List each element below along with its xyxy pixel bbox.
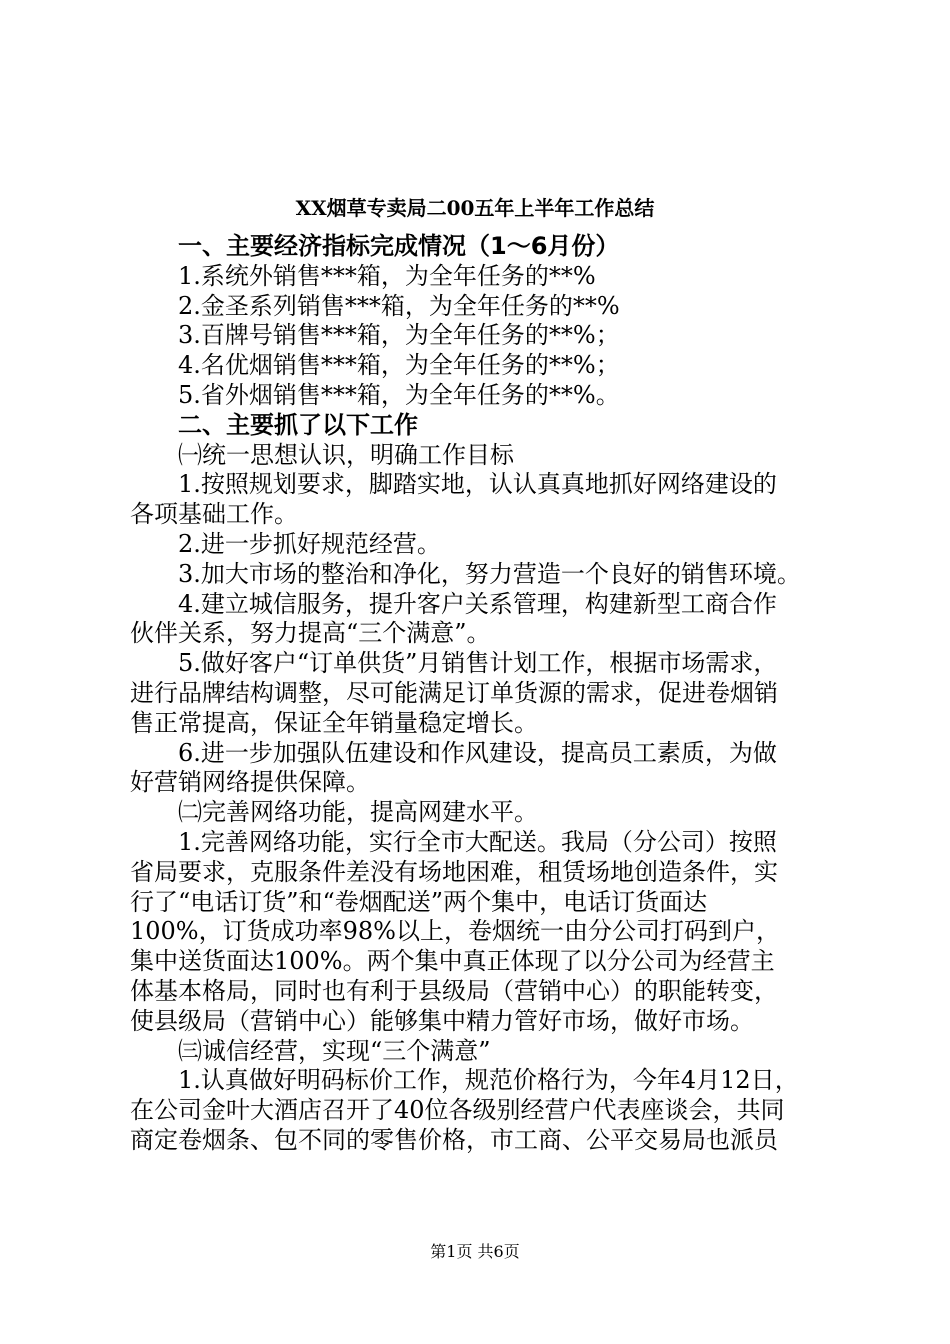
body-line: 1.认真做好明码标价工作，规范价格行为，今年4月12日， <box>178 1066 799 1095</box>
body-line: 5.省外烟销售***箱，为全年任务的**%。 <box>178 380 620 409</box>
page-footer: 第1页 共6页 <box>430 1242 520 1261</box>
body-line: 4.名优烟销售***箱，为全年任务的**%； <box>178 351 620 380</box>
body-line: 3.百牌号销售***箱，为全年任务的**%； <box>178 321 620 350</box>
body-line: 3.加大市场的整治和净化，努力营造一个良好的销售环境。 <box>178 559 801 588</box>
body-line: ㈢诚信经营，实现“三个满意” <box>178 1036 491 1065</box>
body-line: 5.做好客户“订单供货”月销售计划工作，根据市场需求， <box>178 649 778 678</box>
document-body <box>130 232 830 1156</box>
body-line: 在公司金叶大酒店召开了40位各级别经营户代表座谈会，共同 <box>130 1096 785 1125</box>
body-line: 1.系统外销售***箱，为全年任务的**% <box>178 261 596 290</box>
body-line: 使县级局（营销中心）能够集中精力管好市场，做好市场。 <box>130 1006 754 1035</box>
body-line: 4.建立城信服务，提升客户关系管理，构建新型工商合作 <box>178 589 777 618</box>
body-line: 体基本格局，同时也有利于县级局（营销中心）的职能转变， <box>130 976 778 1005</box>
body-line: 100%，订货成功率98%以上，卷烟统一由分公司打码到户， <box>130 917 780 946</box>
body-line: 好营销网络提供保障。 <box>130 768 370 797</box>
body-line: 2.进一步抓好规范经营。 <box>178 529 441 558</box>
body-line: 集中送货面达100%。两个集中真正体现了以分公司为经营主 <box>130 947 775 976</box>
body-line: 省局要求，克服条件差没有场地困难，租赁场地创造条件，实 <box>130 857 778 886</box>
document-title: XX烟草专卖局二00五年上半年工作总结 <box>295 196 655 220</box>
body-line: 1.完善网络功能，实行全市大配送。我局（分公司）按照 <box>178 827 777 856</box>
body-line: 6.进一步加强队伍建设和作风建设，提高员工素质，为做 <box>178 738 777 767</box>
body-line: 商定卷烟条、包不同的零售价格，市工商、公平交易局也派员 <box>130 1125 778 1154</box>
section-heading: 二、主要抓了以下工作 <box>178 410 418 439</box>
body-line: ㈠统一思想认识，明确工作目标 <box>178 440 514 469</box>
body-line: 行了“电话订货”和“卷烟配送”两个集中，电话订货面达 <box>130 887 708 916</box>
body-line: 售正常提高，保证全年销量稳定增长。 <box>130 708 538 737</box>
body-line: ㈡完善网络功能，提高网建水平。 <box>178 798 538 827</box>
body-line: 2.金圣系列销售***箱，为全年任务的**% <box>178 291 620 320</box>
body-line: 进行品牌结构调整，尽可能满足订单货源的需求，促进卷烟销 <box>130 678 778 707</box>
section-heading: 一、主要经济指标完成情况（1～6月份） <box>178 232 620 260</box>
body-line: 伙伴关系，努力提高“三个满意”。 <box>130 619 491 648</box>
body-line: 1.按照规划要求，脚踏实地，认认真真地抓好网络建设的 <box>178 470 777 499</box>
body-line: 各项基础工作。 <box>130 500 298 529</box>
